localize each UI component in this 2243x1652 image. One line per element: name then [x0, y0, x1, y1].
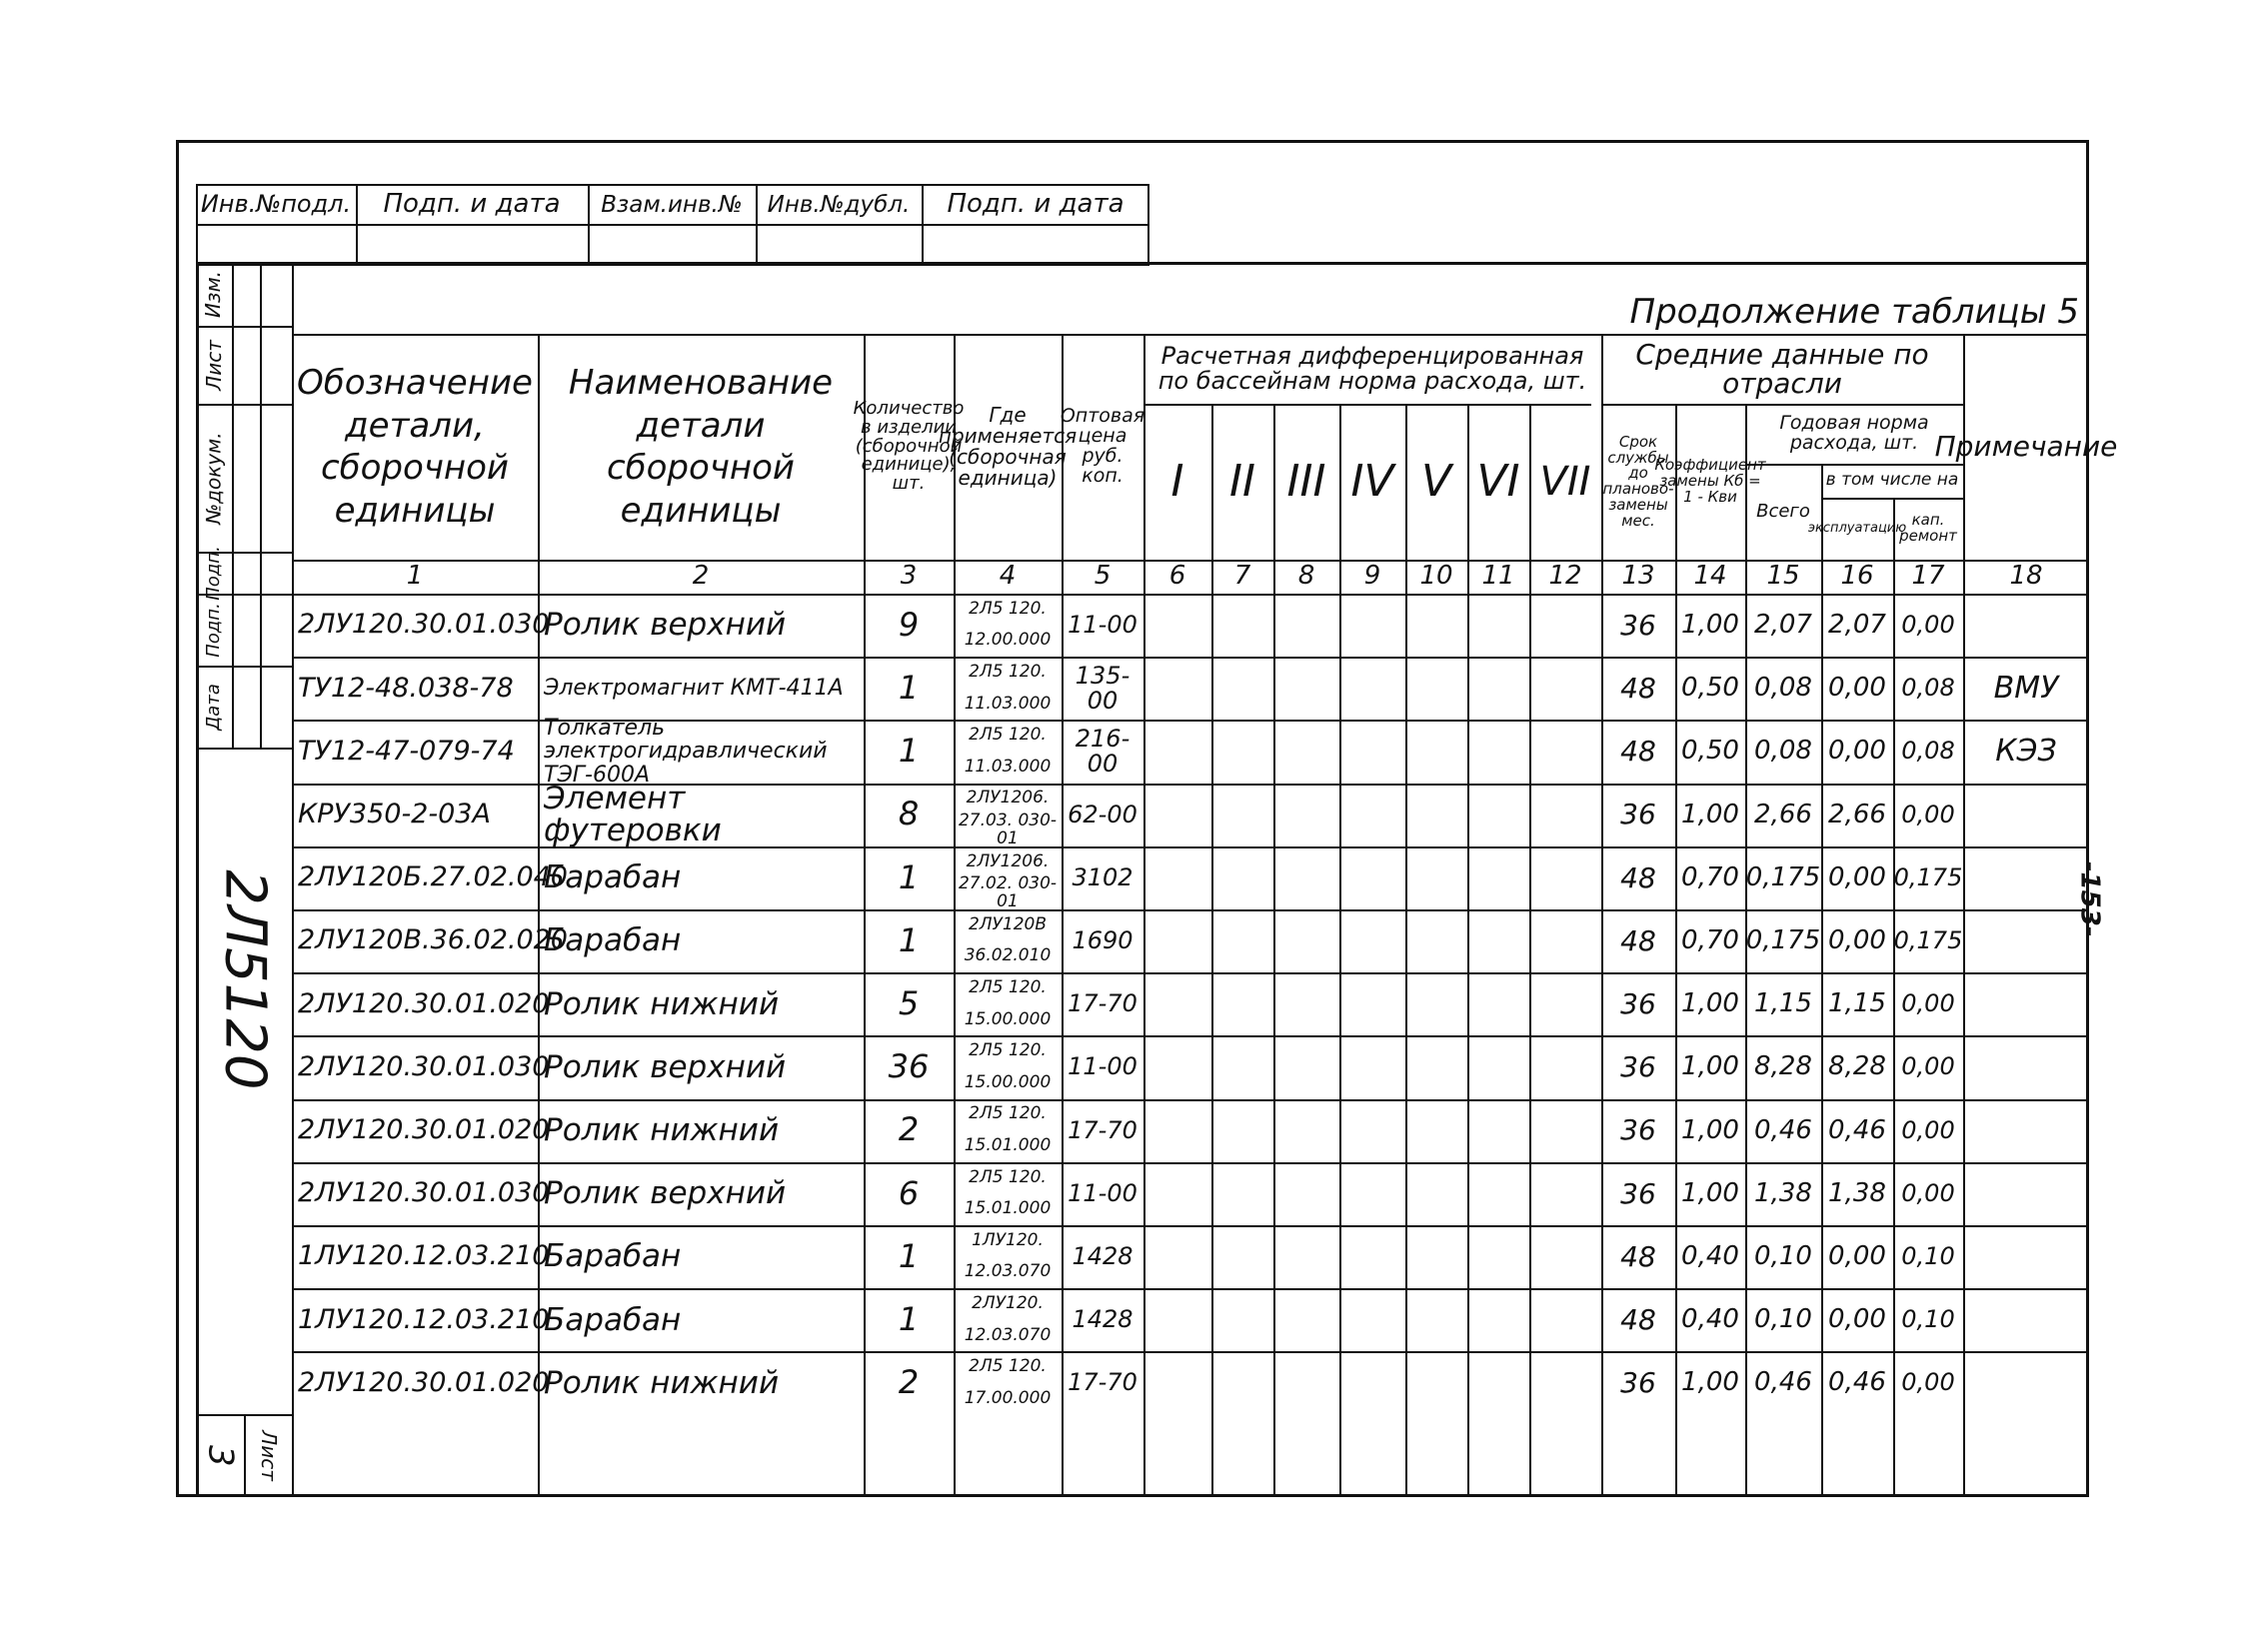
stamp-podp-data: Подп. и дата	[383, 189, 561, 220]
colnum-12: 12	[1548, 561, 1582, 592]
row-3-c15: 0,08	[1754, 736, 1812, 767]
row-7-c13: 36	[1620, 987, 1656, 1021]
row-8-c2: Ролик верхний	[544, 1048, 787, 1085]
row-13-c4-line1: 2Л5 120.	[969, 1356, 1047, 1377]
row-13-c5: 17-70	[1068, 1368, 1137, 1397]
sheet-number: 3	[200, 1444, 241, 1467]
row-7-c18	[1963, 972, 2089, 1035]
row-5-c16: 0,00	[1828, 861, 1886, 892]
row-3-c14: 0,50	[1681, 736, 1739, 767]
side-list: Лист	[201, 339, 226, 391]
colnum-7: 7	[1233, 561, 1251, 592]
row-3-c16: 0,00	[1828, 736, 1886, 767]
row-6-c16: 0,00	[1828, 924, 1886, 955]
row-11-c17: 0,10	[1901, 1242, 1955, 1270]
row-3-c2: Толкатель электрогидравлический ТЭГ-600А	[544, 716, 828, 788]
row-2-c17: 0,08	[1901, 674, 1955, 703]
row-10-c16: 1,38	[1828, 1177, 1886, 1208]
row-3-c17: 0,08	[1901, 737, 1955, 766]
row-6-c14: 0,70	[1681, 924, 1739, 955]
colnum-2: 2	[692, 561, 710, 592]
row-3-c18: КЭЗ	[1995, 734, 2057, 770]
header-total: Всего	[1756, 500, 1810, 522]
row-8-c3: 36	[888, 1047, 930, 1086]
side-podp: Подп.	[202, 545, 224, 601]
header-roman-3: III	[1286, 455, 1326, 507]
row-11-c16: 0,00	[1828, 1240, 1886, 1271]
row-4-c4-line2: 27.03. 030-01	[958, 811, 1058, 848]
row-1-c15: 2,07	[1754, 609, 1812, 640]
row-12-c1: 1ЛУ120.12.03.210	[298, 1303, 550, 1335]
colnum-4: 4	[999, 561, 1017, 592]
row-12-c5: 1428	[1072, 1305, 1133, 1334]
header-roman-4: IV	[1350, 455, 1394, 507]
row-10-c4-line1: 2Л5 120.	[969, 1166, 1047, 1187]
row-7-c4-line1: 2Л5 120.	[969, 977, 1047, 998]
row-1-c18	[1963, 594, 2089, 657]
colnum-9: 9	[1363, 561, 1381, 592]
row-11-c3: 1	[898, 1236, 920, 1275]
header-roman-1: I	[1170, 455, 1184, 507]
header-where-used: Где применяется (сборочная единица)	[938, 403, 1078, 490]
row-12-c17: 0,10	[1901, 1305, 1955, 1334]
row-5-c18	[1963, 846, 2089, 909]
row-7-c16: 1,15	[1828, 988, 1886, 1019]
header-roman-2: II	[1229, 455, 1255, 507]
row-8-c13: 36	[1620, 1050, 1656, 1084]
row-1-c5: 11-00	[1068, 611, 1137, 639]
row-4-c16: 2,66	[1828, 799, 1886, 829]
row-2-c2: Электромагнит КМТ-411А	[544, 676, 844, 702]
colnum-13: 13	[1621, 561, 1655, 592]
row-13-c13: 36	[1620, 1366, 1656, 1400]
header-replacement-coef: Коэффициент замены Кб = 1 - Кви	[1654, 456, 1766, 506]
row-6-c3: 1	[898, 920, 920, 959]
model-code: 2Л5120	[212, 868, 278, 1090]
row-10-c1: 2ЛУ120.30.01.030	[298, 1177, 550, 1209]
row-2-c18: ВМУ	[1993, 671, 2059, 707]
header-roman-5: V	[1420, 455, 1452, 507]
row-11-c14: 0,40	[1681, 1240, 1739, 1271]
colnum-14: 14	[1693, 561, 1727, 592]
row-5-c4-line1: 2ЛУ1206.	[966, 850, 1050, 871]
row-10-c5: 11-00	[1068, 1178, 1137, 1207]
row-3-c1: ТУ12-47-079-74	[298, 735, 515, 767]
row-7-c3: 5	[898, 983, 920, 1022]
row-11-c4-line1: 1ЛУ120.	[972, 1229, 1044, 1250]
header-basin-norm: Расчетная дифференцированная по бассейнам норма расхода, шт.	[1157, 341, 1587, 395]
row-2-c15: 0,08	[1754, 673, 1812, 704]
row-13-c1: 2ЛУ120.30.01.020	[298, 1366, 550, 1398]
side-izm: Изм.	[201, 270, 226, 318]
colnum-11: 11	[1481, 561, 1515, 592]
stamp-inv-dubl: Инв.№дубл.	[767, 191, 911, 218]
row-13-c3: 2	[898, 1363, 920, 1402]
row-10-c17: 0,00	[1901, 1178, 1955, 1207]
row-4-c1: КРУ350-2-03А	[298, 799, 491, 830]
colnum-10: 10	[1419, 561, 1453, 592]
row-6-c1: 2ЛУ120В.36.02.020	[298, 924, 568, 956]
row-9-c16: 0,46	[1828, 1114, 1886, 1145]
header-annual-norm: Годовая норма расхода, шт.	[1779, 412, 1929, 454]
header-service-life: Срок службы до планово-замены мес.	[1602, 432, 1674, 530]
header-price: Оптовая цена руб. коп.	[1060, 405, 1145, 487]
header-quantity: Количество в изделии (сборочной единице), шт.	[853, 397, 965, 495]
row-4-c18	[1963, 784, 2089, 846]
row-12-c18	[1963, 1288, 2089, 1351]
colnum-15: 15	[1766, 561, 1800, 592]
row-4-c17: 0,00	[1901, 800, 1955, 828]
row-13-c18	[1963, 1351, 2089, 1414]
row-5-c2: Барабан	[544, 859, 682, 896]
row-13-c16: 0,46	[1828, 1367, 1886, 1398]
row-13-c4-line2: 17.00.000	[964, 1387, 1052, 1408]
row-2-c3: 1	[898, 668, 920, 707]
row-8-c16: 8,28	[1828, 1051, 1886, 1082]
row-10-c18	[1963, 1162, 2089, 1225]
colnum-6: 6	[1168, 561, 1186, 592]
row-6-c18	[1963, 909, 2089, 972]
stamp-inv-podl: Инв.№подл.	[200, 190, 352, 219]
colnum-16: 16	[1840, 561, 1874, 592]
header-roman-7: VII	[1539, 459, 1591, 505]
header-designation: Обозначение детали, сборочной единицы	[297, 363, 533, 531]
table-caption: Продолжение таблицы 5	[1629, 292, 2079, 332]
row-1-c2: Ролик верхний	[544, 607, 787, 644]
row-9-c2: Ролик нижний	[544, 1111, 780, 1148]
row-5-c5: 3102	[1072, 862, 1133, 891]
colnum-17: 17	[1911, 561, 1945, 592]
row-12-c2: Барабан	[544, 1301, 682, 1338]
row-12-c13: 48	[1620, 1303, 1656, 1337]
row-6-c17: 0,175	[1893, 926, 1963, 954]
row-1-c14: 1,00	[1681, 609, 1739, 640]
row-9-c18	[1963, 1099, 2089, 1162]
row-6-c13: 48	[1620, 923, 1656, 957]
row-4-c2: Элемент футеровки	[544, 780, 722, 849]
side-ndokum: №докум.	[201, 431, 226, 525]
row-10-c3: 6	[898, 1173, 920, 1212]
row-9-c5: 17-70	[1068, 1115, 1137, 1144]
row-13-c2: Ролик нижний	[544, 1364, 780, 1401]
row-4-c15: 2,66	[1754, 799, 1812, 829]
row-9-c3: 2	[898, 1110, 920, 1149]
row-8-c14: 1,00	[1681, 1051, 1739, 1082]
row-4-c3: 8	[898, 795, 920, 833]
row-12-c15: 0,10	[1754, 1304, 1812, 1335]
row-1-c17: 0,00	[1901, 611, 1955, 639]
row-1-c4-line1: 2Л5 120.	[969, 598, 1047, 619]
row-10-c2: Ролик верхний	[544, 1175, 787, 1212]
row-6-c4-line1: 2ЛУ120В	[968, 913, 1048, 934]
row-1-c4-line2: 12.00.000	[964, 630, 1052, 651]
row-3-c4-line1: 2Л5 120.	[969, 725, 1047, 746]
row-11-c18	[1963, 1225, 2089, 1288]
row-4-c5: 62-00	[1068, 800, 1137, 828]
header-operation: эксплуатацию	[1807, 521, 1907, 537]
row-10-c13: 36	[1620, 1176, 1656, 1210]
row-1-c13: 36	[1620, 608, 1656, 642]
colnum-3: 3	[900, 561, 918, 592]
row-9-c4-line2: 15.01.000	[964, 1135, 1052, 1156]
row-10-c4-line2: 15.01.000	[964, 1198, 1052, 1219]
row-7-c5: 17-70	[1068, 989, 1137, 1018]
colnum-1: 1	[406, 561, 424, 592]
sheet-label: Лист	[256, 1430, 281, 1481]
header-including: в том числе на	[1825, 470, 1959, 491]
row-12-c4-line2: 12.03.070	[964, 1324, 1052, 1345]
row-8-c4-line1: 2Л5 120.	[969, 1040, 1047, 1061]
row-2-c14: 0,50	[1681, 673, 1739, 704]
row-11-c1: 1ЛУ120.12.03.210	[298, 1240, 550, 1272]
row-11-c4-line2: 12.03.070	[964, 1261, 1052, 1282]
stamp-vzam-inv: Взам.инв.№	[601, 191, 743, 218]
row-5-c17: 0,175	[1893, 862, 1963, 891]
row-3-c3: 1	[898, 732, 920, 771]
row-2-c4-line1: 2Л5 120.	[969, 662, 1047, 683]
row-6-c4-line2: 36.02.010	[964, 945, 1052, 966]
row-7-c15: 1,15	[1754, 988, 1812, 1019]
row-9-c4-line1: 2Л5 120.	[969, 1103, 1047, 1124]
header-industry-avg: Средние данные по отрасли	[1635, 337, 1929, 400]
row-9-c13: 36	[1620, 1113, 1656, 1147]
row-13-c14: 1,00	[1681, 1367, 1739, 1398]
row-3-c13: 48	[1620, 735, 1656, 769]
header-roman-6: VI	[1476, 455, 1520, 507]
side-podp-2: Подп.	[202, 602, 224, 658]
row-8-c17: 0,00	[1901, 1052, 1955, 1081]
row-9-c1: 2ЛУ120.30.01.020	[298, 1114, 550, 1146]
row-7-c14: 1,00	[1681, 988, 1739, 1019]
row-4-c4-line1: 2ЛУ1206.	[966, 788, 1050, 809]
row-2-c16: 0,00	[1828, 673, 1886, 704]
row-8-c5: 11-00	[1068, 1052, 1137, 1081]
row-12-c16: 0,00	[1828, 1304, 1886, 1335]
row-6-c2: Барабан	[544, 922, 682, 959]
row-8-c15: 8,28	[1754, 1051, 1812, 1082]
row-1-c1: 2ЛУ120.30.01.030	[298, 609, 550, 641]
row-5-c14: 0,70	[1681, 861, 1739, 892]
row-7-c1: 2ЛУ120.30.01.020	[298, 987, 550, 1019]
row-13-c15: 0,46	[1754, 1367, 1812, 1398]
row-12-c4-line1: 2ЛУ120.	[972, 1293, 1044, 1314]
row-8-c18	[1963, 1035, 2089, 1098]
page-number: -153-	[2074, 861, 2105, 937]
header-note: Примечание	[1934, 430, 2118, 464]
row-11-c2: Барабан	[544, 1238, 682, 1275]
stamp-podp-data-2: Подп. и дата	[947, 189, 1124, 220]
row-6-c5: 1690	[1072, 926, 1133, 954]
row-5-c1: 2ЛУ120Б.27.02.040	[298, 861, 568, 893]
row-3-c5: 216-00	[1075, 724, 1130, 778]
row-6-c15: 0,175	[1745, 924, 1821, 955]
row-2-c5: 135-00	[1075, 661, 1130, 715]
colnum-5: 5	[1094, 561, 1112, 592]
header-overhaul: кап. ремонт	[1899, 511, 1957, 545]
row-10-c15: 1,38	[1754, 1177, 1812, 1208]
row-3-c4-line2: 11.03.000	[964, 756, 1052, 777]
row-2-c1: ТУ12-48.038-78	[298, 672, 514, 704]
row-11-c5: 1428	[1072, 1242, 1133, 1270]
row-11-c15: 0,10	[1754, 1240, 1812, 1271]
row-5-c13: 48	[1620, 860, 1656, 894]
row-5-c4-line2: 27.02. 030-01	[958, 873, 1058, 912]
colnum-18: 18	[2009, 561, 2043, 592]
row-8-c4-line2: 15.00.000	[964, 1071, 1052, 1092]
side-data: Дата	[202, 683, 224, 731]
row-10-c14: 1,00	[1681, 1177, 1739, 1208]
row-8-c1: 2ЛУ120.30.01.030	[298, 1050, 550, 1082]
header-name: Наименование детали сборочной единицы	[568, 363, 834, 531]
row-7-c4-line2: 15.00.000	[964, 1008, 1052, 1029]
row-9-c17: 0,00	[1901, 1115, 1955, 1144]
row-1-c3: 9	[898, 605, 920, 644]
row-4-c13: 36	[1620, 798, 1656, 831]
row-2-c4-line2: 11.03.000	[964, 693, 1052, 714]
row-12-c3: 1	[898, 1299, 920, 1338]
row-13-c17: 0,00	[1901, 1368, 1955, 1397]
row-9-c15: 0,46	[1754, 1114, 1812, 1145]
row-7-c17: 0,00	[1901, 989, 1955, 1018]
row-11-c13: 48	[1620, 1239, 1656, 1273]
row-4-c14: 1,00	[1681, 799, 1739, 829]
row-12-c14: 0,40	[1681, 1304, 1739, 1335]
row-5-c15: 0,175	[1745, 861, 1821, 892]
row-1-c16: 2,07	[1828, 609, 1886, 640]
row-2-c13: 48	[1620, 672, 1656, 706]
row-9-c14: 1,00	[1681, 1114, 1739, 1145]
row-5-c3: 1	[898, 857, 920, 896]
row-7-c2: Ролик нижний	[544, 985, 780, 1022]
colnum-8: 8	[1297, 561, 1315, 592]
